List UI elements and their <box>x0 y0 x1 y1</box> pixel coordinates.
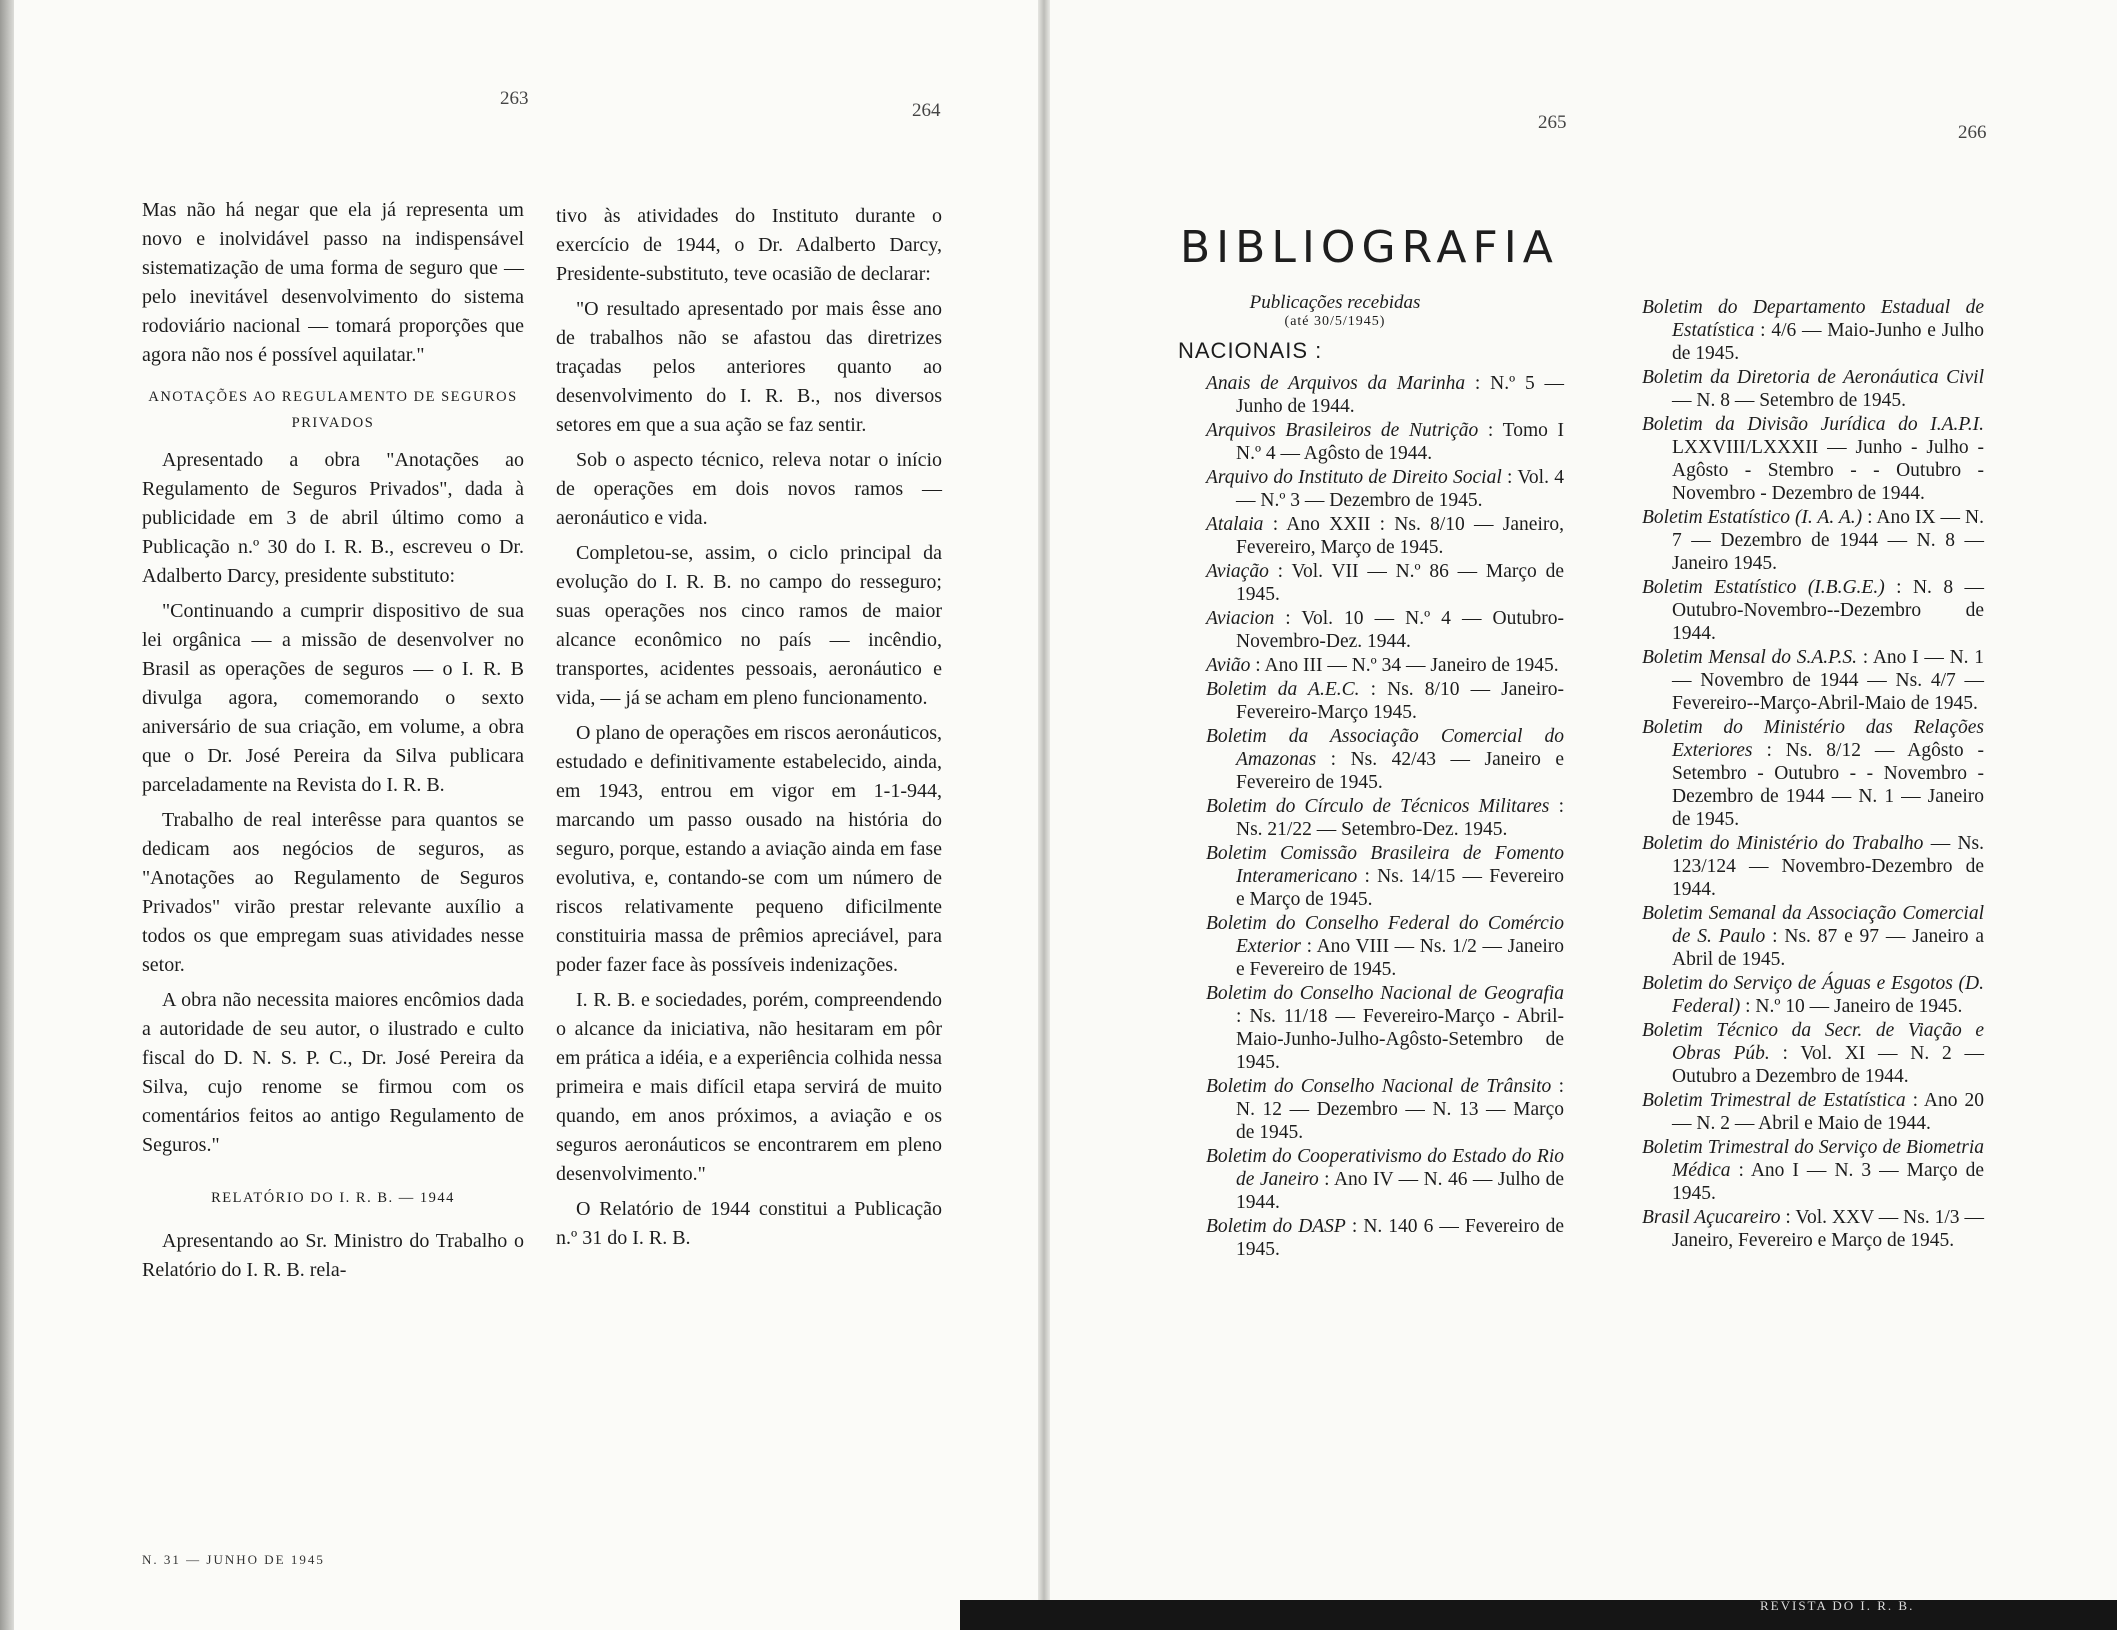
bibliography-entry <box>1206 725 1564 794</box>
entry-title: Anais de Arquivos da Marinha <box>1206 373 1466 394</box>
bibliography-entry <box>1206 513 1564 559</box>
entry-title: Boletim Estatístico (I. A. A.) <box>1642 507 1863 528</box>
entry-detail: LXXVIII/LXXXII — Junho - Julho - Agôsto - Stembro - - Outubro - Novembro - Dezembro de 1944. <box>1672 437 1984 504</box>
entry-detail: : Ns. 11/18 — Fevereiro-Março - Abril-Maio-Junho-Julho-Agôsto-Setembro de 1945. <box>1236 1006 1564 1073</box>
entry-title: Boletim do Conselho Nacional de Trânsito <box>1206 1076 1552 1097</box>
paragraph: A obra não necessita maiores encômios dada a autoridade de seu autor, o ilustrado e culto fiscal do D. N. S. P. C., Dr. José Pereira da Silva, cujo renome se firmou com os comentários feitos ao antigo Regulamento de Seguros." <box>142 989 524 1156</box>
entry-title: Boletim do Cooperativismo do Estado do Rio de Janeiro <box>1206 1146 1564 1190</box>
entry-title: Atalaia <box>1206 514 1264 535</box>
entry-title: Boletim do Departamento Estadual de Estatística <box>1642 297 1984 341</box>
text-column-2 <box>556 202 942 1259</box>
entry-detail: : Ano IV — N. 46 — Julho de 1944. <box>1236 1169 1564 1213</box>
bibliography-entry <box>1642 1089 1984 1135</box>
entry-detail: : N. 140 6 — Fevereiro de 1945. <box>1236 1216 1565 1260</box>
entry-title: Boletim da Diretoria de Aeronáutica Civil <box>1642 367 1984 388</box>
paragraph: O Relatório de 1944 constitui a Publicação n.º 31 do I. R. B. <box>556 1198 942 1249</box>
entry-detail: : Ns. 14/15 — Fevereiro e Março de 1945. <box>1236 866 1564 910</box>
bibliography-entry <box>1206 419 1564 465</box>
bibliography-entry <box>1642 832 1984 901</box>
subtitle-text: Publicações recebidas <box>1249 292 1421 313</box>
entry-title: Boletim do DASP <box>1206 1216 1346 1237</box>
entry-detail: : Vol. 4 — N.º 3 — Dezembro de 1945. <box>1236 467 1564 511</box>
entry-detail: : Ano IX — N. 7 — Dezembro de 1944 — N. 8 — Janeiro 1945. <box>1672 507 1984 574</box>
entry-detail: : Ns. 87 e 97 — Janeiro a Abril de 1945. <box>1672 926 1985 970</box>
entry-detail: : Ano XXII : Ns. 8/10 — Janeiro, Fevereiro, Março de 1945. <box>1236 514 1564 558</box>
entry-title: Boletim do Ministério das Relações Exteriores <box>1642 717 1984 761</box>
bibliography-entry <box>1206 842 1564 911</box>
bibliography-entry <box>1206 1215 1564 1261</box>
entry-detail: — N. 8 — Setembro de 1945. <box>1672 390 1906 411</box>
entry-detail: : Vol. XI — N. 2 — Outubro a Dezembro de 1944. <box>1672 1043 1984 1087</box>
paragraph: Apresentado a obra "Anotações ao Regulamento de Seguros Privados", dada à publicidade em 3 de abril último como a Publicação n.º 30 do I. R. B., escreveu o Dr. Adalberto Darcy, presidente substituto: <box>142 449 524 587</box>
bibliography-entry <box>1206 795 1564 841</box>
entry-detail: : Vol. VII — N.º 86 — Março de 1945. <box>1236 561 1564 605</box>
entry-detail: — Ns. 123/124 — Novembro-Dezembro de 1944. <box>1672 833 1984 900</box>
section-heading-relatorio: RELATÓRIO DO I. R. B. — 1944 <box>211 1190 455 1206</box>
bibliography-entry <box>1206 372 1564 418</box>
entry-detail: : Ano III — N.º 34 — Janeiro de 1945. <box>1250 655 1559 676</box>
bibliography-entry <box>1206 560 1564 606</box>
bibliography-entry <box>1642 366 1984 412</box>
paragraph: Mas não há negar que ela já representa um novo e inolvidável passo na indispensável sistematização de uma forma de seguro que — pelo inevitável desenvolvimento do sistema rodoviário nacional — tomará proporções que agora não nos é possível aquilatar." <box>142 199 524 366</box>
book-gutter <box>1038 0 1050 1630</box>
bibliography-entry <box>1206 982 1564 1074</box>
entry-title: Boletim Trimestral de Estatística <box>1642 1090 1906 1111</box>
paragraph: Sob o aspecto técnico, releva notar o início de operações em dois novos ramos — aeronáutico e vida. <box>556 449 942 529</box>
entry-title: Aviacion <box>1206 608 1275 629</box>
entry-detail: : 4/6 — Maio-Junho e Julho de 1945. <box>1672 320 1984 364</box>
entry-title: Boletim do Serviço de Águas e Esgotos (D. Federal) <box>1642 973 1984 1017</box>
entry-title: Boletim Mensal do S.A.P.S. <box>1642 647 1858 668</box>
bibliography-entry <box>1642 413 1984 505</box>
entry-title: Boletim da A.E.C. <box>1206 679 1360 700</box>
entry-title: Boletim Comissão Brasileira de Fomento Interamericano <box>1206 843 1564 887</box>
entry-detail: : Ano I — N. 3 — Março de 1945. <box>1672 1160 1984 1204</box>
entry-detail: : Vol. 10 — N.º 4 — Outubro-Novembro-Dez. 1944. <box>1236 608 1564 652</box>
paragraph: tivo às atividades do Instituto durante o exercício de 1944, o Dr. Adalberto Darcy, Presidente-substituto, teve ocasião de declarar: <box>556 205 942 285</box>
entry-title: Arquivos Brasileiros de Nutrição <box>1206 420 1479 441</box>
entry-title: Boletim do Círculo de Técnicos Militares <box>1206 796 1550 817</box>
paragraph: Trabalho de real interêsse para quantos se dedicam aos negócios de seguros, as "Anotações ao Regulamento de Seguros Privados" virão prestar relevante auxílio a todos os que empregam suas atividades nesse setor. <box>142 809 524 976</box>
bibliografia-title: BIBLIOGRAFIA <box>1180 222 1559 273</box>
footer-issue: N. 31 — JUNHO DE 1945 <box>142 1552 325 1567</box>
bibliography-entry <box>1642 576 1984 645</box>
section-nacionais: NACIONAIS : <box>1178 338 1323 363</box>
page-number-265: 265 <box>1538 112 1567 133</box>
entry-title: Boletim do Conselho Nacional de Geografia <box>1206 983 1564 1004</box>
bibliography-entry <box>1206 1145 1564 1214</box>
bibliography-entry <box>1642 1136 1984 1205</box>
bibliography-entry <box>1642 506 1984 575</box>
text-column-1 <box>142 196 524 1291</box>
entry-title: Avião <box>1206 655 1251 676</box>
entry-detail: : Ns. 8/12 — Agôsto - Setembro - Outubro - - Novembro - Dezembro de 1944 — N. 1 — Janeiro de 1945. <box>1672 740 1984 830</box>
bibliography-list-right <box>1642 296 1984 1253</box>
entry-detail: : N. 12 — Dezembro — N. 13 — Março de 1945. <box>1236 1076 1564 1143</box>
bibliography-entry <box>1206 466 1564 512</box>
bibliography-entry <box>1642 902 1984 971</box>
bibliography-entry <box>1642 1019 1984 1088</box>
page-number-266: 266 <box>1958 122 1987 143</box>
page-edge-shadow <box>0 0 14 1630</box>
entry-detail: : Ns. 8/10 — Janeiro-Fevereiro-Março 1945. <box>1236 679 1564 723</box>
bibliography-entry <box>1642 1206 1984 1252</box>
paragraph: Completou-se, assim, o ciclo principal da evolução do I. R. B. no campo do resseguro; suas operações nos cinco ramos de maior alcance econômico no país — incêndio, transportes, acidentes pessoais, aeronáutico e vida, — já se acham em pleno funcionamento. <box>556 542 942 709</box>
paragraph: Apresentando ao Sr. Ministro do Trabalho o Relatório do I. R. B. rela- <box>142 1230 524 1281</box>
entry-detail: : N.º 5 — Junho de 1944. <box>1236 373 1564 417</box>
entry-title: Boletim do Conselho Federal do Comércio Exterior <box>1206 913 1564 957</box>
bibliography-entry <box>1206 654 1564 677</box>
publicacoes-subtitle <box>1220 292 1450 330</box>
bibliography-entry <box>1642 716 1984 831</box>
bibliography-entry <box>1642 972 1984 1018</box>
entry-title: Boletim Técnico da Secr. de Viação e Obras Púb. <box>1642 1020 1984 1064</box>
bibliography-entry <box>1642 296 1984 365</box>
entry-detail: : Tomo I N.º 4 — Agôsto de 1944. <box>1236 420 1564 464</box>
bibliography-entry <box>1206 607 1564 653</box>
entry-title: Boletim Estatístico (I.B.G.E.) <box>1642 577 1885 598</box>
entry-title: Aviação <box>1206 561 1269 582</box>
bibliography-list-left <box>1206 372 1564 1262</box>
page-number-263: 263 <box>500 88 529 109</box>
bibliography-entry <box>1206 912 1564 981</box>
paragraph: "O resultado apresentado por mais êsse ano de trabalhos não se afastou das diretrizes traçadas pelos anteriores quanto ao desenvolvimento do I. R. B., nos diversos setores em que a sua ação se faz sentir. <box>556 298 942 436</box>
paragraph: O plano de operações em riscos aeronáuticos, estudado e definitivamente estabelecido, ainda, em 1943, entrou em vigor em 1-1-944, marcando um passo ousado na história do seguro, porque, estando a aviação ainda em fase evolutiva, e, contando-se com um número de riscos relativamente pequeno dificilmente constituiria massa de prêmios apreciável, para poder fazer face às possíveis indenizações. <box>556 722 942 976</box>
entry-detail: : Ns. 21/22 — Setembro-Dez. 1945. <box>1236 796 1565 840</box>
entry-title: Boletim Trimestral do Serviço de Biometria Médica <box>1642 1137 1984 1181</box>
entry-detail: : Ano 20 — N. 2 — Abril e Maio de 1944. <box>1672 1090 1984 1134</box>
bibliography-entry <box>1206 678 1564 724</box>
entry-detail: : Ns. 42/43 — Janeiro e Fevereiro de 1945. <box>1236 749 1564 793</box>
entry-title: Boletim da Divisão Jurídica do I.A.P.I. <box>1642 414 1984 435</box>
footer-journal: REVISTA DO I. R. B. <box>1760 1598 1915 1613</box>
entry-title: Boletim da Associação Comercial do Amazonas <box>1206 726 1564 770</box>
entry-detail: : Ano VIII — Ns. 1/2 — Janeiro e Fevereiro de 1945. <box>1236 936 1564 980</box>
entry-title: Boletim Semanal da Associação Comercial de S. Paulo <box>1642 903 1984 947</box>
bibliography-entry <box>1206 1075 1564 1144</box>
paragraph: I. R. B. e sociedades, porém, compreendendo o alcance da iniciativa, não hesitaram em pôr em prática a idéia, e a experiência colhida nessa primeira e mais difícil etapa servirá de muito quando, em anos próximos, a aviação e os seguros aeronáuticos se encontrarem em pleno desenvolvimento." <box>556 989 942 1185</box>
bibliography-entry <box>1642 646 1984 715</box>
entry-title: Boletim do Ministério do Trabalho <box>1642 833 1924 854</box>
subtitle-date: (até 30/5/1945) <box>1284 314 1386 329</box>
page-number-264: 264 <box>912 100 941 121</box>
entry-title: Arquivo do Instituto de Direito Social <box>1206 467 1502 488</box>
section-heading-anotacoes: ANOTAÇÕES AO REGULAMENTO DE SEGUROS PRIVADOS <box>148 389 518 431</box>
scan-dark-strip <box>960 1600 2117 1630</box>
paragraph: "Continuando a cumprir dispositivo de sua lei orgânica — a missão de desenvolver no Brasil as operações de seguros — o I. R. B divulga agora, comemorando o sexto aniversário de sua criação, em volume, a obra que o Dr. José Pereira da Silva publicara parceladamente na Revista do I. R. B. <box>142 600 524 796</box>
entry-title: Brasil Açucareiro <box>1642 1207 1781 1228</box>
entry-detail: : N.º 10 — Janeiro de 1945. <box>1740 996 1963 1017</box>
entry-detail: : N. 8 — Outubro-Novembro--Dezembro de 1944. <box>1672 577 1985 644</box>
entry-detail: : Ano I — N. 1 — Novembro de 1944 — Ns. 4/7 — Fevereiro--Março-Abril-Maio de 1945. <box>1672 647 1985 714</box>
entry-detail: : Vol. XXV — Ns. 1/3 — Janeiro, Fevereiro e Março de 1945. <box>1672 1207 1984 1251</box>
